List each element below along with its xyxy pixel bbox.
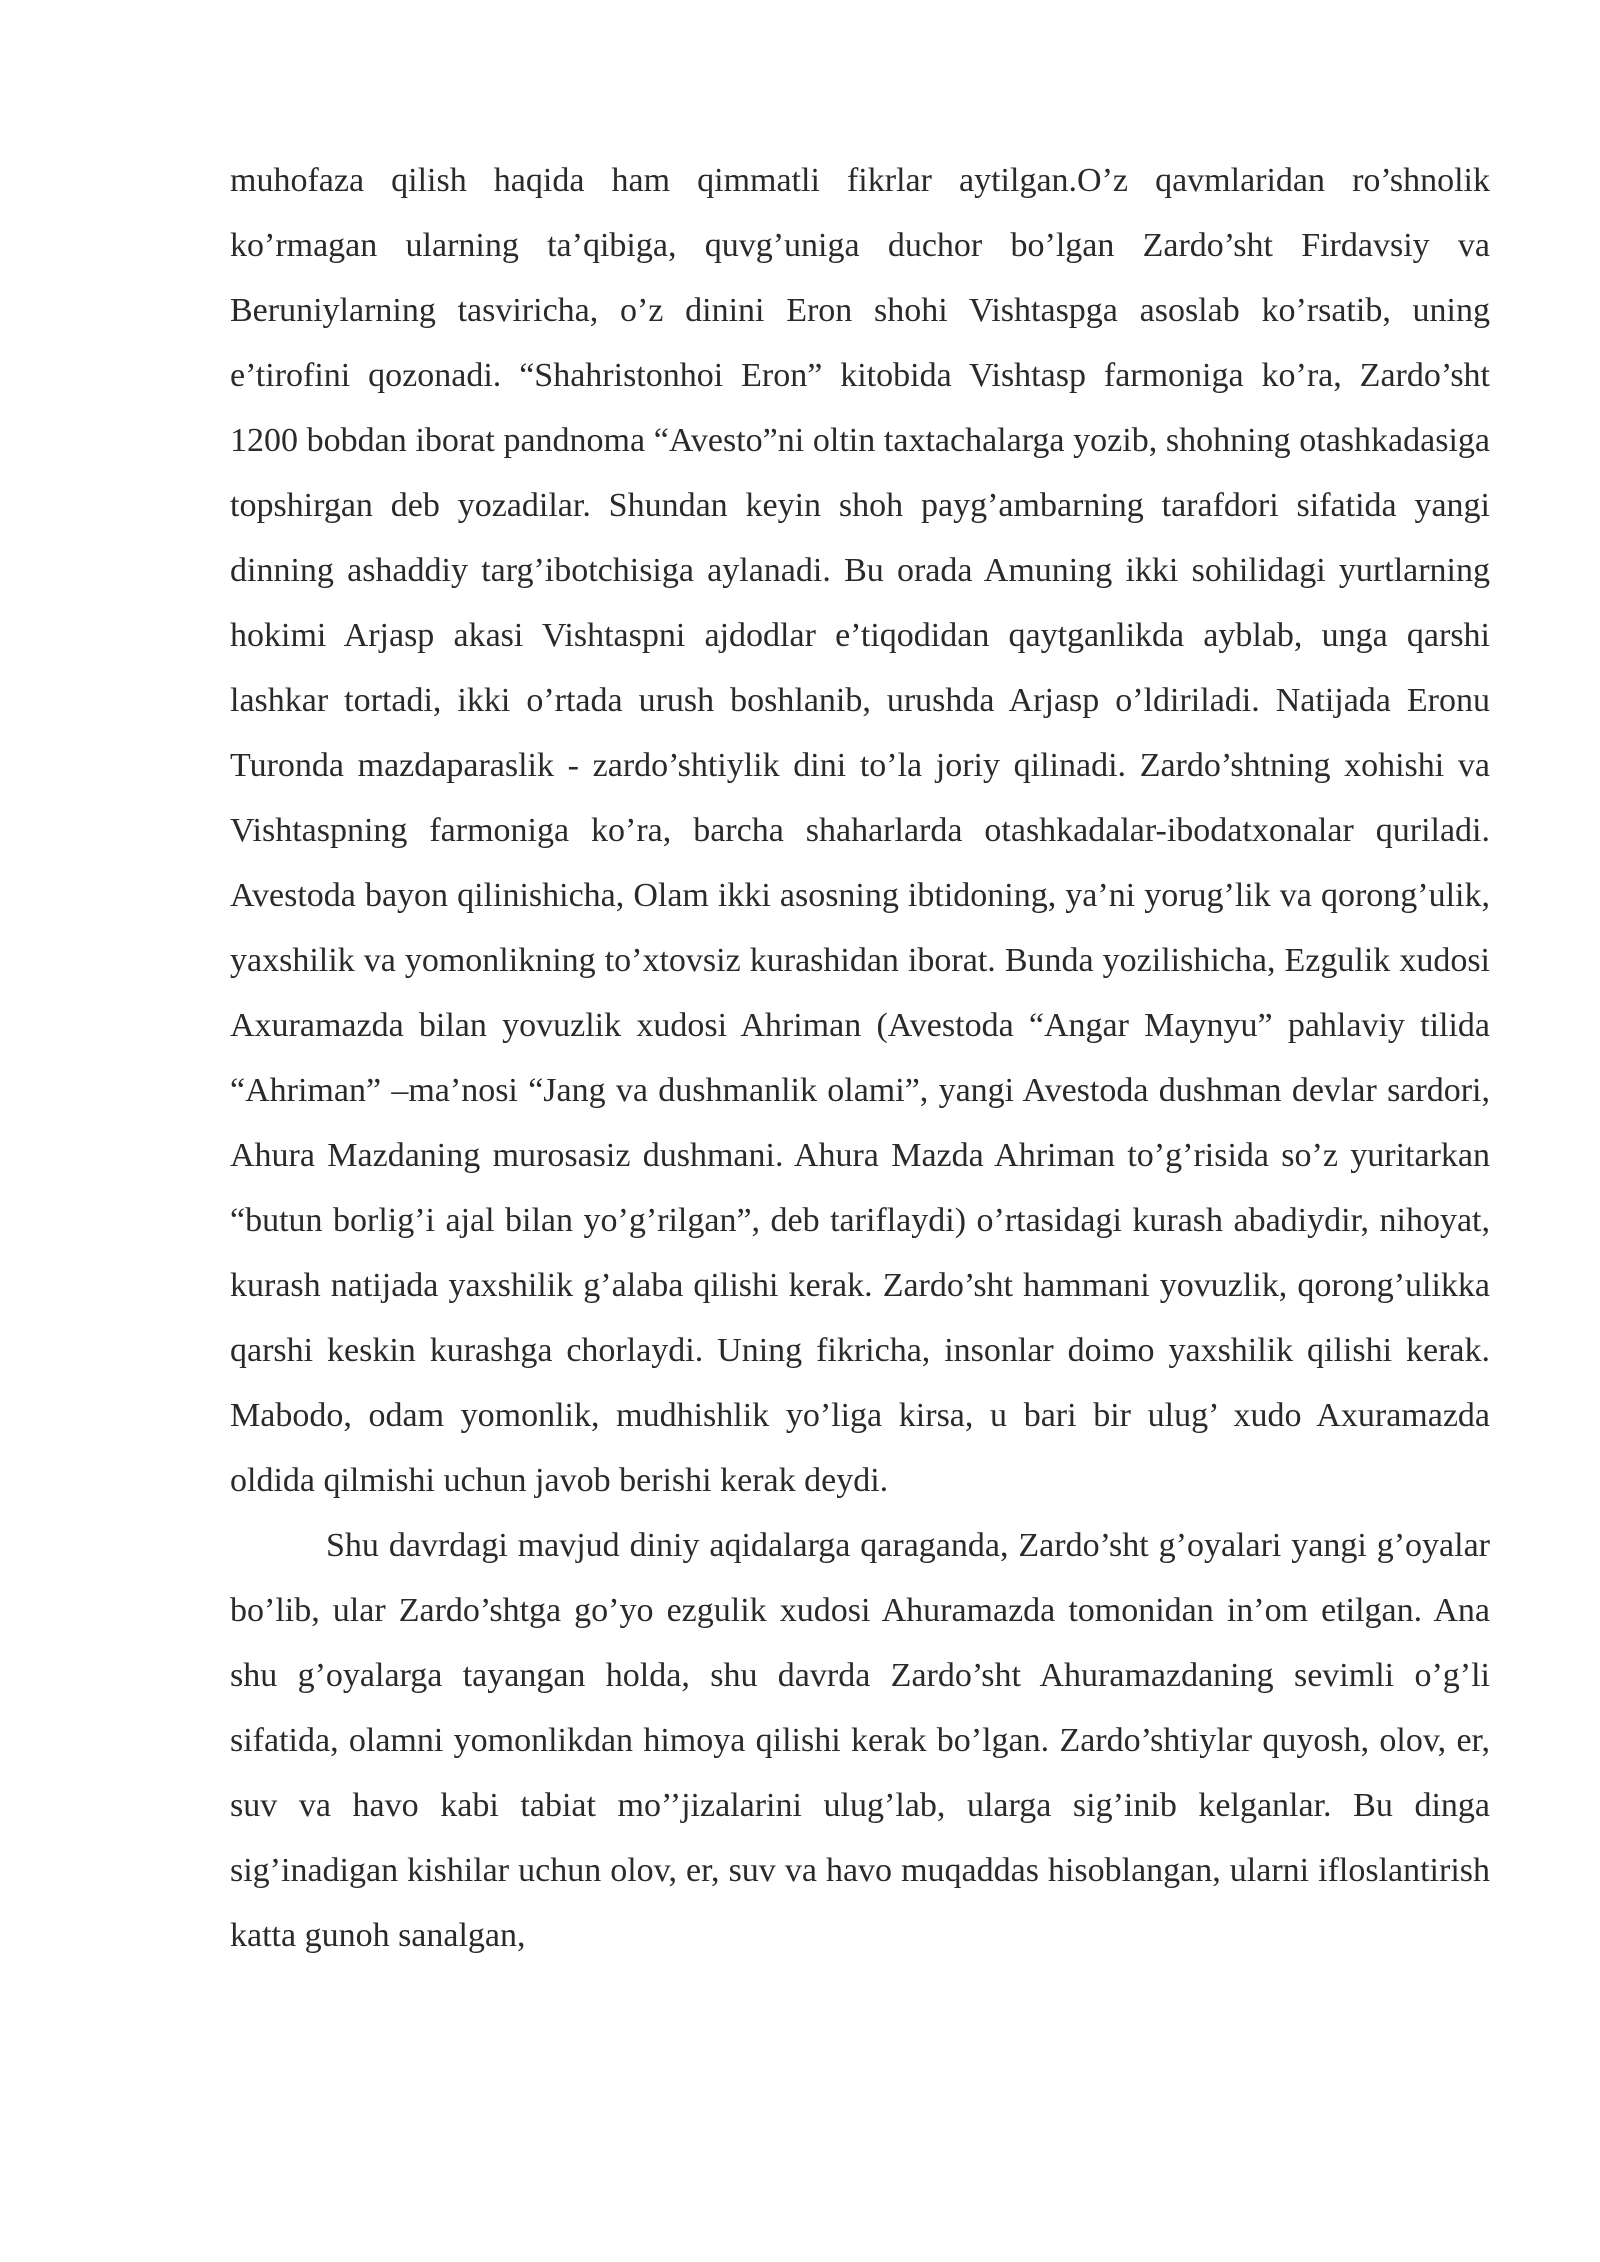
paragraph-2: Shu davrdagi mavjud diniy aqidalarga qaraganda, Zardo’sht g’oyalari yangi g’oyalar bo’lib, ular Zardo’shtga go’yo ezgulik xudosi Ahuramazda tomonidan in’om etilgan. Ana shu g’oyalarga tayangan holda, shu davrda Zardo’sht Ahuramazdaning sevimli o’g’li sifatida, olamni yomonlikdan himoya qilishi kerak bo’lgan. Zardo’shtiylar quyosh, olov, er, suv va havo kabi tabiat mo’’jizalarini ulug’lab, ularga sig’inib kelganlar. Bu dinga sig’inadigan kishilar uchun olov, er, suv va havo muqaddas hisoblangan, ularni ifloslantirish katta gunoh sanalgan, <box>230 1527 1490 1954</box>
document-page <box>230 148 1490 1968</box>
paragraph-1: muhofaza qilish haqida ham qimmatli fikrlar aytilgan.O’z qavmlaridan ro’shnolik ko’rmagan ularning ta’qibiga, quvg’uniga duchor bo’lgan Zardo’sht Firdavsiy va Beruniylarning tasviricha, o’z dinini Eron shohi Vishtaspga asoslab ko’rsatib, uning e’tirofini qozonadi. “Shahristonhoi Eron” kitobida Vishtasp farmoniga ko’ra, Zardo’sht 1200 bobdan iborat pandnoma “Avesto”ni oltin taxtachalarga yozib, shohning otashkadasiga topshirgan deb yozadilar. Shundan keyin shoh payg’ambarning tarafdori sifatida yangi dinning ashaddiy targ’ibotchisiga aylanadi. Bu orada Amuning ikki sohilidagi yurtlarning hokimi Arjasp akasi Vishtaspni ajdodlar e’tiqodidan qaytganlikda ayblab, unga qarshi lashkar tortadi, ikki o’rtada urush boshlanib, urushda Arjasp o’ldiriladi. Natijada Eronu Turonda mazdaparaslik - zardo’shtiylik dini to’la joriy qilinadi. Zardo’shtning xohishi va Vishtaspning farmoniga ko’ra, barcha shaharlarda otashkadalar-ibodatxonalar quriladi. Avestoda bayon qilinishicha, Olam ikki asosning ibtidoning, ya’ni yorug’lik va qorong’ulik, yaxshilik va yomonlikning to’xtovsiz kurashidan iborat. Bunda yozilishicha, Ezgulik xudosi Axuramazda bilan yovuzlik xudosi Ahriman (Avestoda “Angar Maynyu” pahlaviy tilida “Ahriman” –ma’nosi “Jang va dushmanlik olami”, yangi Avestoda dushman devlar sardori, Ahura Mazdaning murosasiz dushmani. Ahura Mazda Ahriman to’g’risida so’z yuritarkan “butun borlig’i ajal bilan yo’g’rilgan”, deb tariflaydi) o’rtasidagi kurash abadiydir, nihoyat, kurash natijada yaxshilik g’alaba qilishi kerak. Zardo’sht hammani yovuzlik, qorong’ulikka qarshi keskin kurashga chorlaydi. Uning fikricha, insonlar doimo yaxshilik qilishi kerak. Mabodo, odam yomonlik, mudhishlik yo’liga kirsa, u bari bir ulug’ xudo Axuramazda oldida qilmishi uchun javob berishi kerak deydi. <box>230 162 1490 1499</box>
